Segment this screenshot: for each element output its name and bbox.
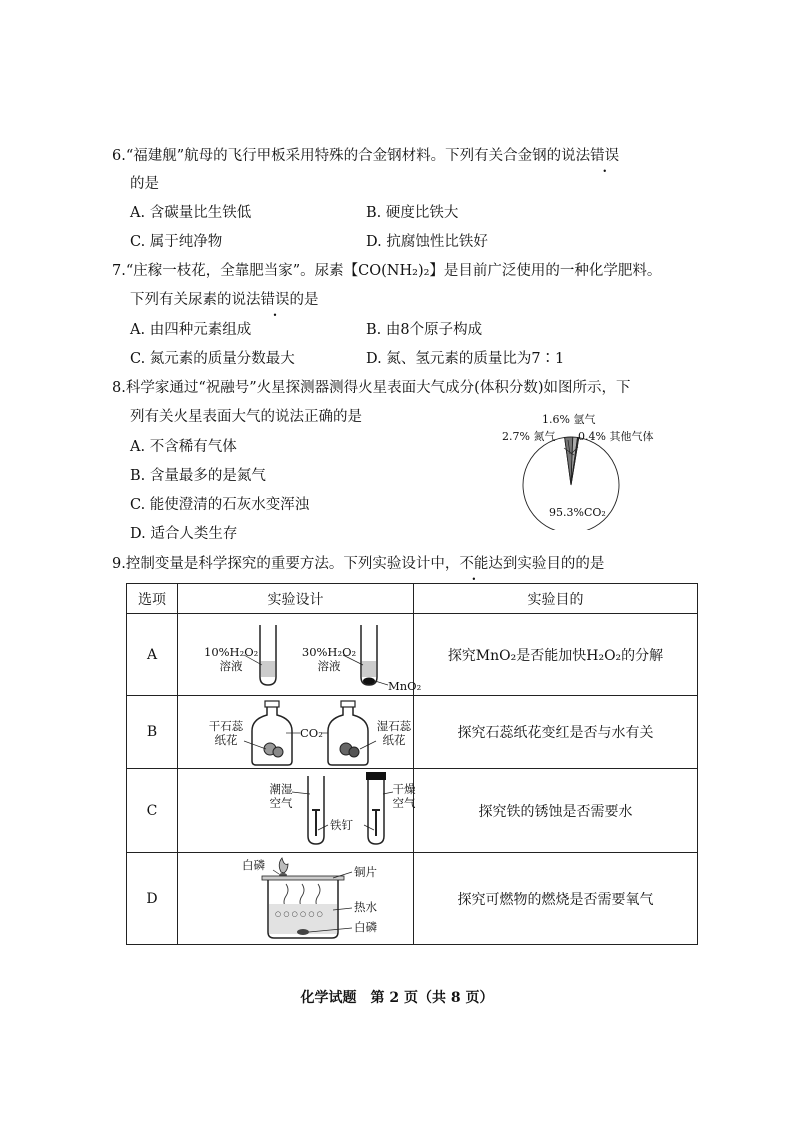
pie-label-argon: 1.6% 氩气 [542, 413, 596, 426]
row-b-option: B [127, 696, 178, 769]
q7-option-a: A. 由四种元素组成 [130, 322, 252, 338]
header-design: 实验设计 [178, 584, 414, 614]
row-b-goal: 探究石蕊纸花变红是否与水有关 [414, 696, 698, 769]
row-d-option: D [127, 853, 178, 945]
experiment-table [126, 583, 698, 945]
table-row [127, 614, 698, 696]
q9-stem-end: 达到实验目的的是 [488, 556, 605, 572]
table-row [127, 853, 698, 945]
label-hot-water: 热水 [354, 899, 377, 914]
q7-option-d: D. 氮、氢元素的质量比为7∶1 [366, 351, 565, 367]
q8-option-a: A. 不含稀有气体 [130, 439, 237, 455]
table-row [127, 769, 698, 853]
row-a-goal: 探究MnO₂是否能加快H₂O₂的分解 [414, 614, 698, 696]
q7-option-c: C. 氮元素的质量分数最大 [130, 351, 295, 367]
q8-option-c: C. 能使澄清的石灰水变浑浊 [130, 497, 310, 513]
label-10pct-h2o2: 10%H₂O₂ [204, 644, 259, 659]
label-30pct-h2o2: 30%H₂O₂ [301, 644, 357, 659]
q6-option-a: A. 含碳量比生铁低 [130, 205, 252, 221]
table-row [127, 696, 698, 769]
label-air-right: 空气 [392, 795, 416, 810]
row-a-option: A [127, 614, 178, 696]
row-a-design [178, 614, 422, 696]
label-co2: CO₂ [300, 725, 323, 740]
label-white-phosphorus-top: 白磷 [242, 857, 265, 872]
q7-stem-line2 [130, 290, 319, 310]
svg-text:○ ○ ○ ○ ○ ○: ○ ○ ○ ○ ○ ○ [275, 909, 323, 918]
q7-stem: 7.“庄稼一枝花，全靠肥当家”。尿素【CO(NH₂)₂】是目前广泛使用的一种化学肥料。 [112, 263, 662, 279]
q8-option-d: D. 适合人类生存 [130, 526, 238, 542]
label-air-left: 空气 [269, 795, 293, 810]
row-c-option: C [127, 769, 178, 853]
q6-emphasis: 错误 [590, 148, 620, 164]
q8-stem: 8.科学家通过“祝融号”火星探测器测得火星表面大气成分(体积分数)如图所示，下 [112, 380, 631, 396]
q7-stem-text: 下列有关尿素的说法 [130, 292, 261, 308]
q6-stem-text: 6.“福建舰”航母的飞行甲板采用特殊的合金钢材料。下列有关合金钢的说法 [112, 148, 591, 164]
q6-option-d: D. 抗腐蚀性比铁好 [366, 234, 488, 250]
q6-option-b: B. 硬度比铁大 [366, 205, 459, 221]
header-goal: 实验目的 [414, 584, 698, 614]
label-solution-right: 溶液 [317, 658, 341, 673]
label-humid: 潮湿 [269, 781, 293, 796]
label-dry-litmus: 干石蕊 [208, 718, 244, 733]
label-solution-left: 溶液 [219, 658, 243, 673]
q6-option-c: C. 属于纯净物 [130, 234, 223, 250]
q8-stem-line2: 列有关火星表面大气的说法正确的是 [130, 409, 362, 425]
table-header-row [127, 584, 698, 614]
row-c-goal: 探究铁的锈蚀是否需要水 [414, 769, 698, 853]
q9-emphasis: 不能 [459, 556, 489, 572]
white-phosphorus-figure [178, 854, 413, 944]
q8-option-b: B. 含量最多的是氮气 [130, 468, 266, 484]
row-b-design [178, 696, 414, 769]
q6-stem-end: 的是 [130, 176, 159, 192]
page-footer: 化学试题 第 2 页（共 8 页） [300, 990, 494, 1006]
q7-stem-end: 的是 [289, 292, 319, 308]
row-c-design [178, 769, 414, 853]
pie-label-nitrogen: 2.7% 氮气 [502, 430, 556, 443]
label-paper-flower-left: 纸花 [214, 732, 238, 747]
q9-stem-text: 9.控制变量是科学探究的重要方法。下列实验设计中， [112, 556, 460, 572]
label-copper-sheet: 铜片 [354, 864, 377, 879]
pie-label-other: 0.4% 其他气体 [578, 430, 654, 443]
q6-stem [112, 146, 619, 166]
row-d-goal: 探究可燃物的燃烧是否需要氧气 [414, 853, 698, 945]
label-paper-flower-right: 纸花 [382, 732, 406, 747]
q9-stem [112, 554, 604, 574]
header-option: 选项 [127, 584, 178, 614]
label-wet-litmus: 湿石蕊 [376, 718, 412, 733]
label-dry: 干燥 [392, 781, 416, 796]
pie-label-co2: 95.3%CO₂ [549, 506, 606, 519]
q7-option-b: B. 由8个原子构成 [366, 322, 483, 338]
q7-emphasis: 错误 [260, 292, 290, 308]
label-mno2: MnO₂ [388, 678, 422, 693]
label-white-phosphorus-bottom: 白磷 [354, 919, 377, 934]
label-iron-nail: 铁钉 [330, 817, 353, 832]
row-d-design [178, 853, 414, 945]
